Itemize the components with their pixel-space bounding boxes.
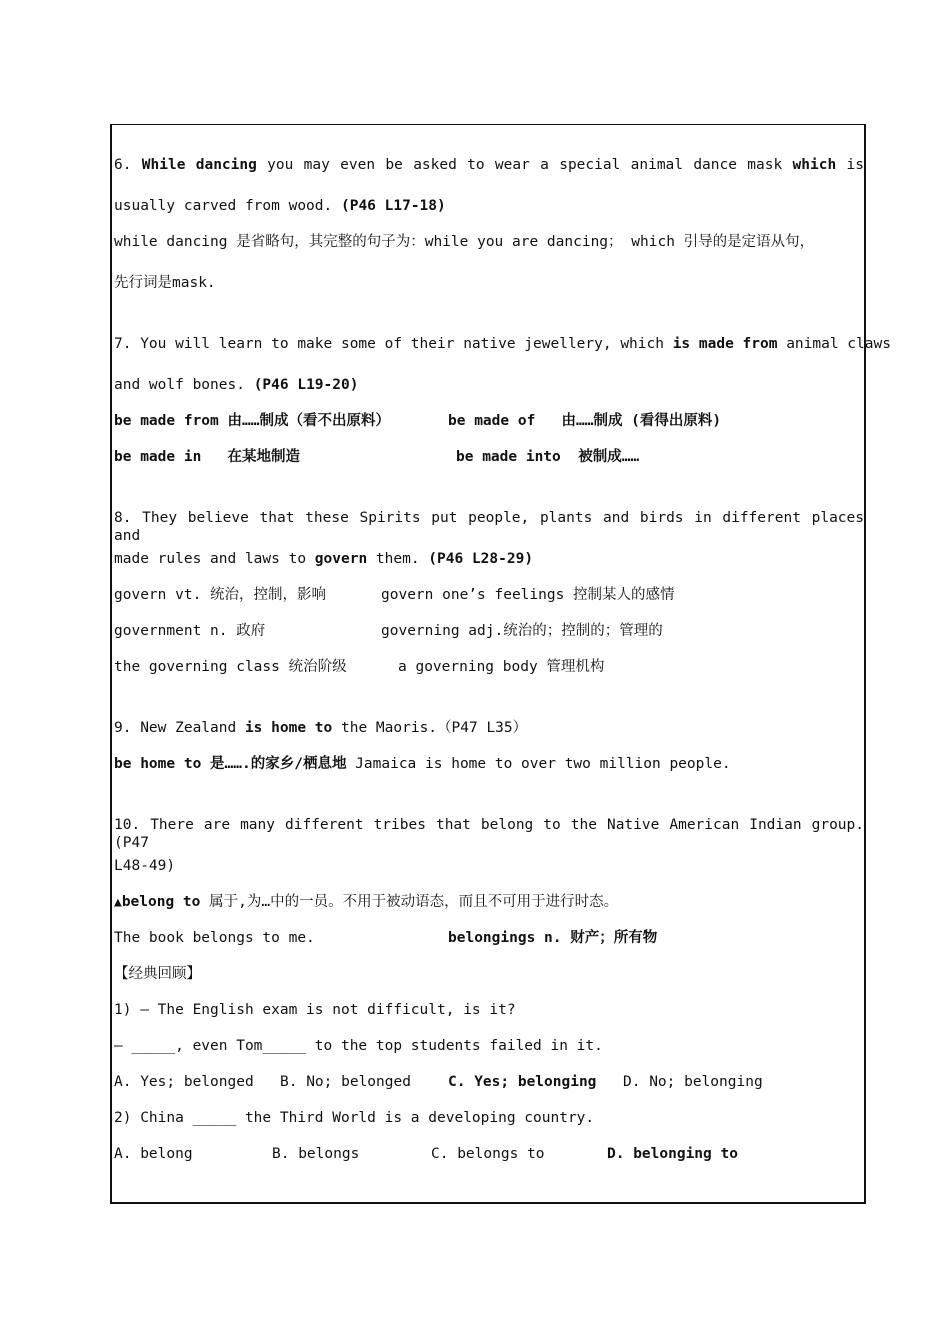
- review-q1-option-a: A. Yes; belonged: [114, 1074, 254, 1090]
- review-q2-option-b: B. belongs: [272, 1146, 360, 1162]
- item-9-note-1: be home to 是…….的家乡/栖息地 Jamaica is home to over two million people.: [114, 756, 731, 772]
- item-7-note-2b: be made into 被制成……: [456, 449, 640, 465]
- item-10-line-2: L48-49): [114, 858, 176, 874]
- review-q1-option-b: B. No; belonged: [280, 1074, 411, 1090]
- item-6-note-1: while dancing 是省略句，其完整的句子为：while you are dancing； which 引导的是定语从句，: [114, 234, 815, 250]
- review-q1-option-d: D. No; belonging: [623, 1074, 763, 1090]
- item-10-note-2a: The book belongs to me.: [114, 930, 315, 946]
- item-8-note-1b: govern one’s feelings 控制某人的感情: [381, 587, 675, 603]
- review-q1: 1) – The English exam is not difficult, is it?: [114, 1002, 516, 1018]
- item-7-note-2a: be made in 在某地制造: [114, 449, 300, 465]
- review-q2: 2) China _____ the Third World is a developing country.: [114, 1110, 595, 1126]
- item-8-note-1a: govern vt. 统治，控制，影响: [114, 587, 327, 603]
- item-9-line-1: 9. New Zealand is home to the Maoris.（P47 L35）: [114, 720, 528, 736]
- item-8-note-2b: governing adj.统治的；控制的；管理的: [381, 623, 663, 639]
- review-heading: 【经典回顾】: [114, 966, 201, 982]
- item-7-line-1: 7. You will learn to make some of their native jewellery, which is made from animal claws: [114, 336, 891, 352]
- review-q1-blank: – _____, even Tom_____ to the top students failed in it.: [114, 1038, 603, 1054]
- item-6-line-1: 6. While dancing you may even be asked to wear a special animal dance mask which is: [114, 157, 864, 173]
- item-8-note-3b: a governing body 管理机构: [398, 659, 605, 675]
- review-q2-option-d: D. belonging to: [607, 1146, 738, 1162]
- item-6-note-2: 先行词是mask.: [114, 275, 216, 291]
- item-10-note-1: ▲belong to 属于,为…中的一员。不用于被动语态，而且不可用于进行时态。: [114, 894, 619, 910]
- item-8-note-2a: government n. 政府: [114, 623, 266, 639]
- item-6-line-2: usually carved from wood. (P46 L17-18): [114, 198, 446, 214]
- item-8-line-2: made rules and laws to govern them. (P46 L28-29): [114, 551, 534, 567]
- review-q1-option-c: C. Yes; belonging: [448, 1074, 597, 1090]
- triangle-bullet-icon: ▲: [114, 895, 122, 910]
- item-10-line-1: 10. There are many different tribes that belong to the Native American Indian group.(P47: [114, 817, 864, 851]
- item-10-note-2b: belongings n. 财产；所有物: [448, 930, 658, 946]
- review-q2-option-c: C. belongs to: [431, 1146, 545, 1162]
- item-7-note-1b: be made of 由……制成 (看得出原料): [448, 413, 722, 429]
- review-q2-option-a: A. belong: [114, 1146, 193, 1162]
- item-8-line-1: 8. They believe that these Spirits put people, plants and birds in different places and: [114, 510, 864, 544]
- item-8-note-3a: the governing class 统治阶级: [114, 659, 347, 675]
- item-7-note-1a: be made from 由……制成（看不出原料）: [114, 413, 390, 429]
- item-7-line-2: and wolf bones. (P46 L19-20): [114, 377, 359, 393]
